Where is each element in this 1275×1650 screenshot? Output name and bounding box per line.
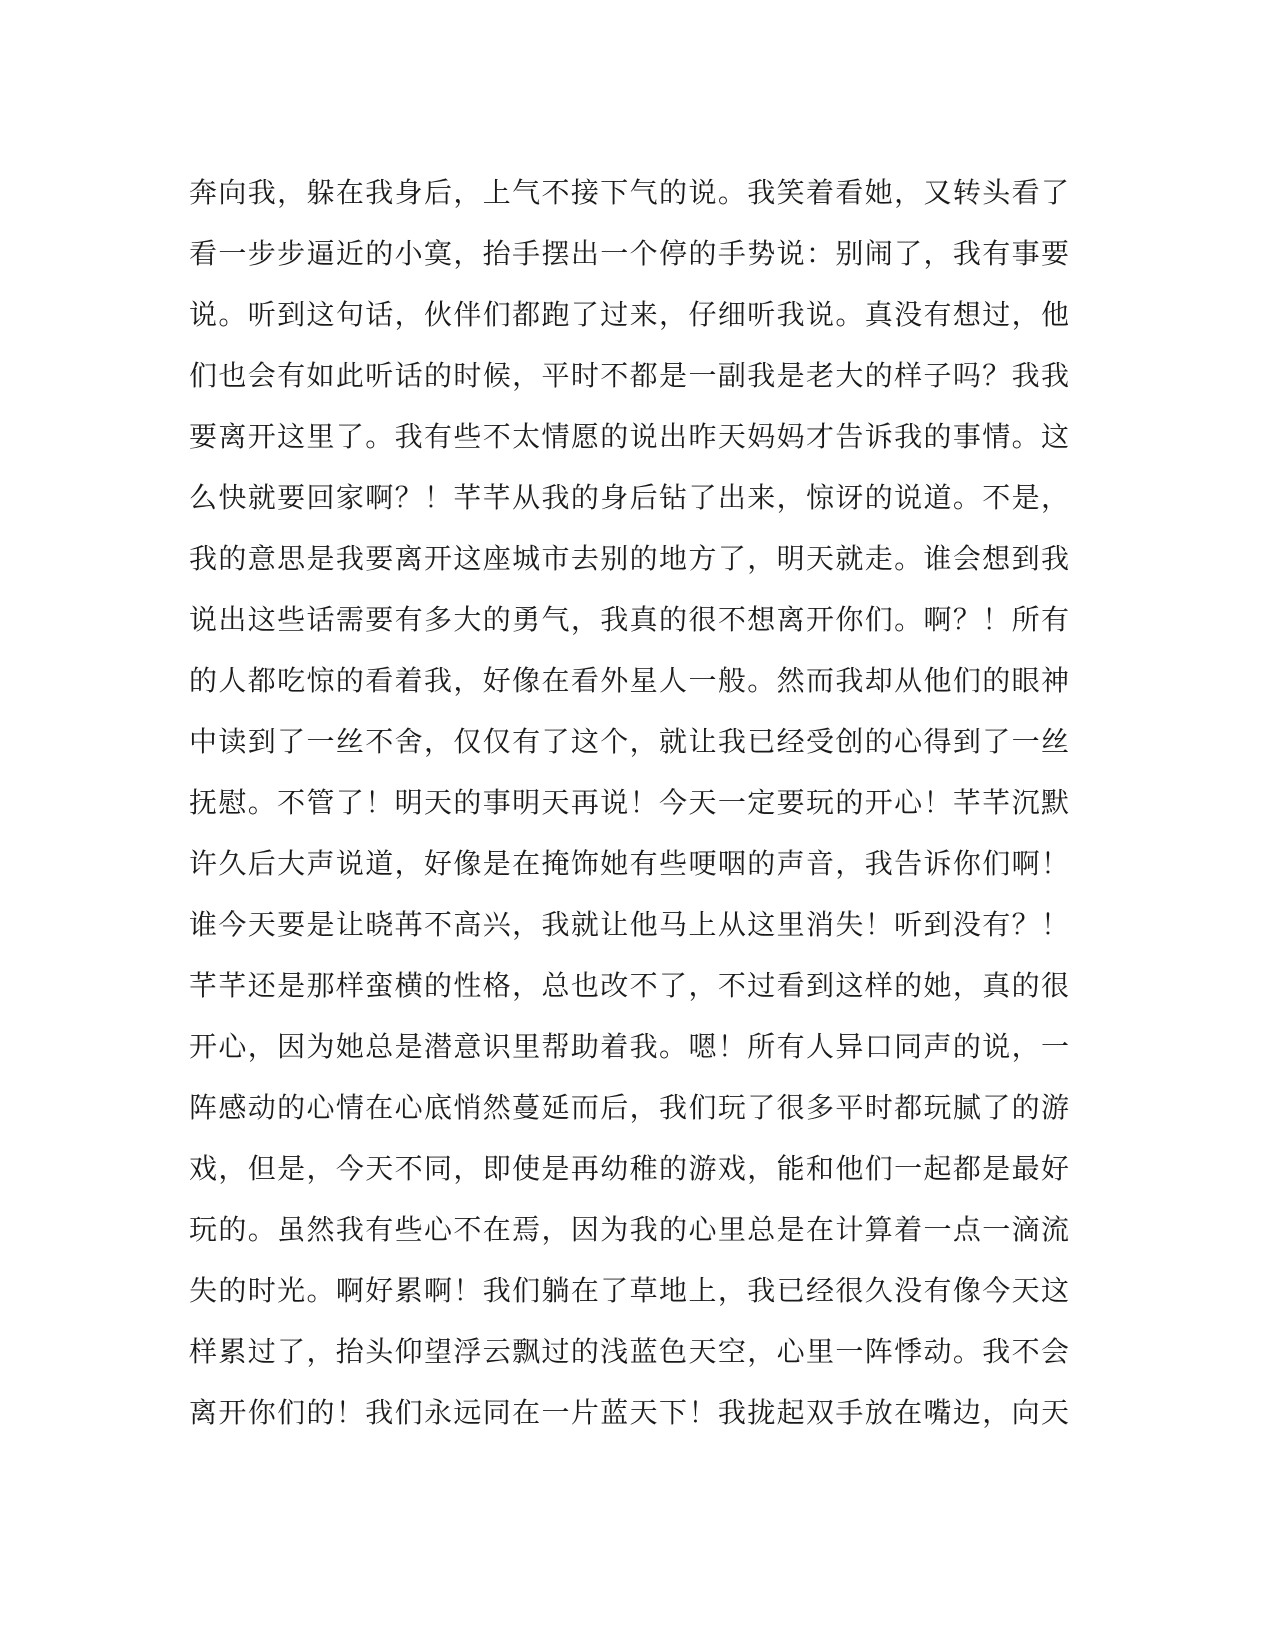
text-line: 我的意思是我要离开这座城市去别的地方了，明天就走。谁会想到我 [189,542,1069,575]
text-line: 要离开这里了。我有些不太情愿的说出昨天妈妈才告诉我的事情。这 [189,420,1069,453]
text-line: 玩的。虽然我有些心不在焉，因为我的心里总是在计算着一点一滴流 [189,1213,1069,1246]
text-line: 奔向我，躲在我身后，上气不接下气的说。我笑着看她，又转头看了 [189,176,1069,209]
text-line: 离开你们的！我们永远同在一片蓝天下！我拢起双手放在嘴边，向天 [189,1396,1069,1429]
text-line: 的人都吃惊的看着我，好像在看外星人一般。然而我却从他们的眼神 [189,664,1069,697]
text-line: 谁今天要是让晓苒不高兴，我就让他马上从这里消失！听到没有？！ [189,908,1069,941]
text-line: 么快就要回家啊？！芊芊从我的身后钻了出来，惊讶的说道。不是， [189,481,1069,514]
body-text [189,162,1069,1443]
text-line: 芊芊还是那样蛮横的性格，总也改不了，不过看到这样的她，真的很 [189,969,1069,1002]
text-line: 失的时光。啊好累啊！我们躺在了草地上，我已经很久没有像今天这 [189,1274,1069,1307]
text-line: 中读到了一丝不舍，仅仅有了这个，就让我已经受创的心得到了一丝 [189,725,1069,758]
text-line: 抚慰。不管了！明天的事明天再说！今天一定要玩的开心！芊芊沉默 [189,786,1069,819]
text-line: 阵感动的心情在心底悄然蔓延而后，我们玩了很多平时都玩腻了的游 [189,1091,1069,1124]
text-line: 说出这些话需要有多大的勇气，我真的很不想离开你们。啊？！所有 [189,603,1069,636]
text-line: 看一步步逼近的小寞，抬手摆出一个停的手势说：别闹了，我有事要 [189,237,1069,270]
text-line: 说。听到这句话，伙伴们都跑了过来，仔细听我说。真没有想过，他 [189,298,1069,331]
text-line: 开心，因为她总是潜意识里帮助着我。嗯！所有人异口同声的说，一 [189,1030,1069,1063]
text-line: 许久后大声说道，好像是在掩饰她有些哽咽的声音，我告诉你们啊！ [189,847,1069,880]
text-line: 样累过了，抬头仰望浮云飘过的浅蓝色天空，心里一阵悸动。我不会 [189,1335,1069,1368]
text-line: 戏，但是，今天不同，即使是再幼稚的游戏，能和他们一起都是最好 [189,1152,1069,1185]
text-line: 们也会有如此听话的时候，平时不都是一副我是老大的样子吗？我我 [189,359,1069,392]
